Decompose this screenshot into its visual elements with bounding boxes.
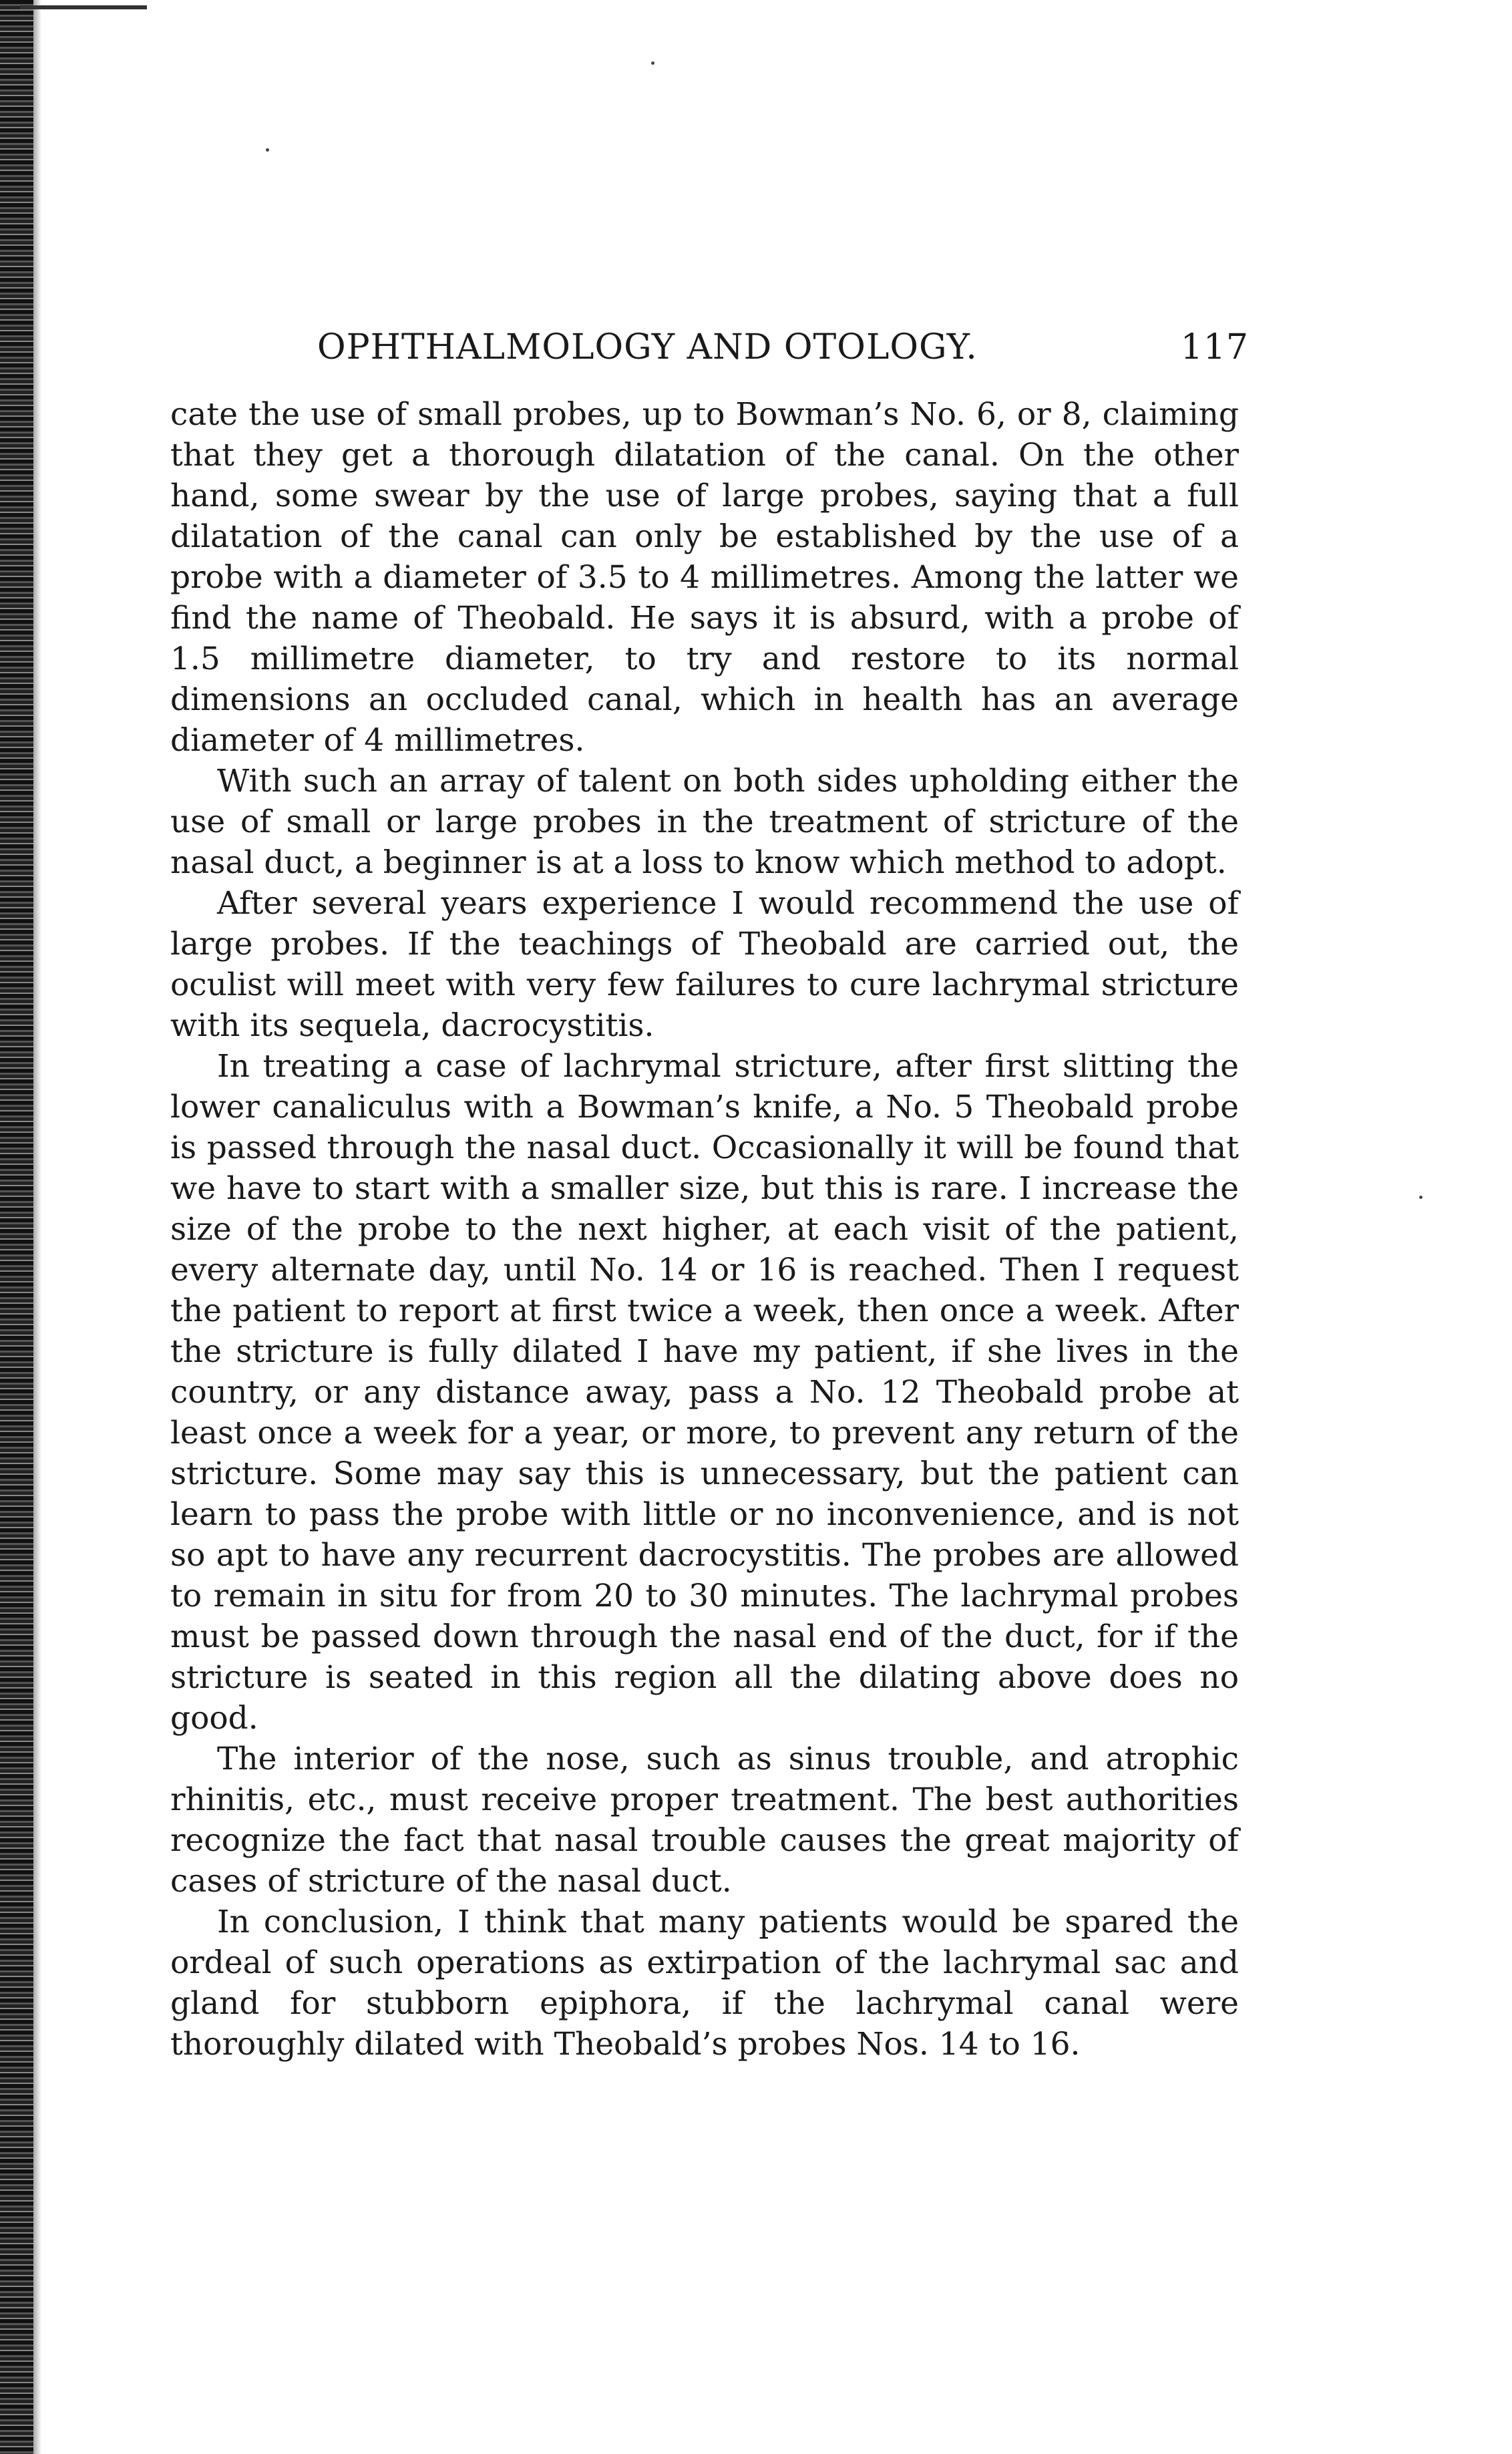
book-page — [170, 314, 1249, 2065]
paragraph: In conclusion, I think that many patients would be spared the ordeal of such operations as extirpation of the lachrymal sac and gland for stubborn epiphora, if the lachrymal canal were thoroughly dilated with Theobald’s probes Nos. 14 to 16. — [170, 1904, 1239, 2063]
corner-rule-mark — [20, 5, 147, 9]
page-number: 117 — [1180, 327, 1249, 367]
paragraph-continued: cate the use of small probes, up to Bowman’s No. 6, or 8, claiming that they get a thorough dilatation of the canal. On the other hand, some swear by the use of large probes, saying that a full dilatation of the canal can only be established by the use of a probe with a diameter of 3.5 to 4 millimetres. Among the latter we find the name of Theobald. He says it is absurd, with a probe of 1.5 millimetre diameter, to try and restore to its normal dimensions an occluded canal, which in health has an average diameter of 4 millimetres. — [170, 396, 1239, 759]
running-head — [170, 314, 1249, 394]
running-head-title: OPHTHALMOLOGY AND OTOLOGY. — [317, 327, 978, 367]
paragraph: After several years experience I would recommend the use of large probes. If the teachings of Theobald are carried out, the oculist will meet with very few failures to cure lachrymal stricture with its sequela, dacrocystitis. — [170, 885, 1239, 1044]
paragraph: The interior of the nose, such as sinus trouble, and atrophic rhinitis, etc., must receive proper treatment. The best authorities recognize the fact that nasal trouble causes the great majority of cases of stricture of the nasal duct. — [170, 1741, 1239, 1900]
paragraph: In treating a case of lachrymal stricture, after first slitting the lower canaliculus with a Bowman’s knife, a No. 5 Theobald probe is passed through the nasal duct. Occasionally it will be found that we have to start with a smaller size, but this is rare. I increase the size of the probe to the next higher, at each visit of the patient, every alternate day, until No. 14 or 16 is reached. Then I request the patient to report at first twice a week, then once a week. After the stricture is fully dilated I have my patient, if she lives in the country, or any distance away, pass a No. 12 Theobald probe at least once a week for a year, or more, to prevent any return of the stricture. Some may say this is unnecessary, but the patient can learn to pass the probe with little or no inconvenience, and is not so apt to have any recurrent dacrocystitis. The probes are allowed to remain in situ for from 20 to 30 minutes. The lachrymal probes must be passed down through the nasal end of the duct, for if the stricture is seated in this region all the dilating above does no good. — [170, 1048, 1239, 1737]
page-binding-edge — [0, 0, 33, 2454]
body-text — [170, 394, 1239, 2065]
ink-speck — [1419, 1196, 1423, 1199]
ink-speck — [266, 148, 269, 152]
ink-speck — [651, 61, 654, 65]
paragraph: With such an array of talent on both sides upholding either the use of small or large probes in the treatment of stricture of the nasal duct, a beginner is at a loss to know which method to adopt. — [170, 763, 1239, 881]
